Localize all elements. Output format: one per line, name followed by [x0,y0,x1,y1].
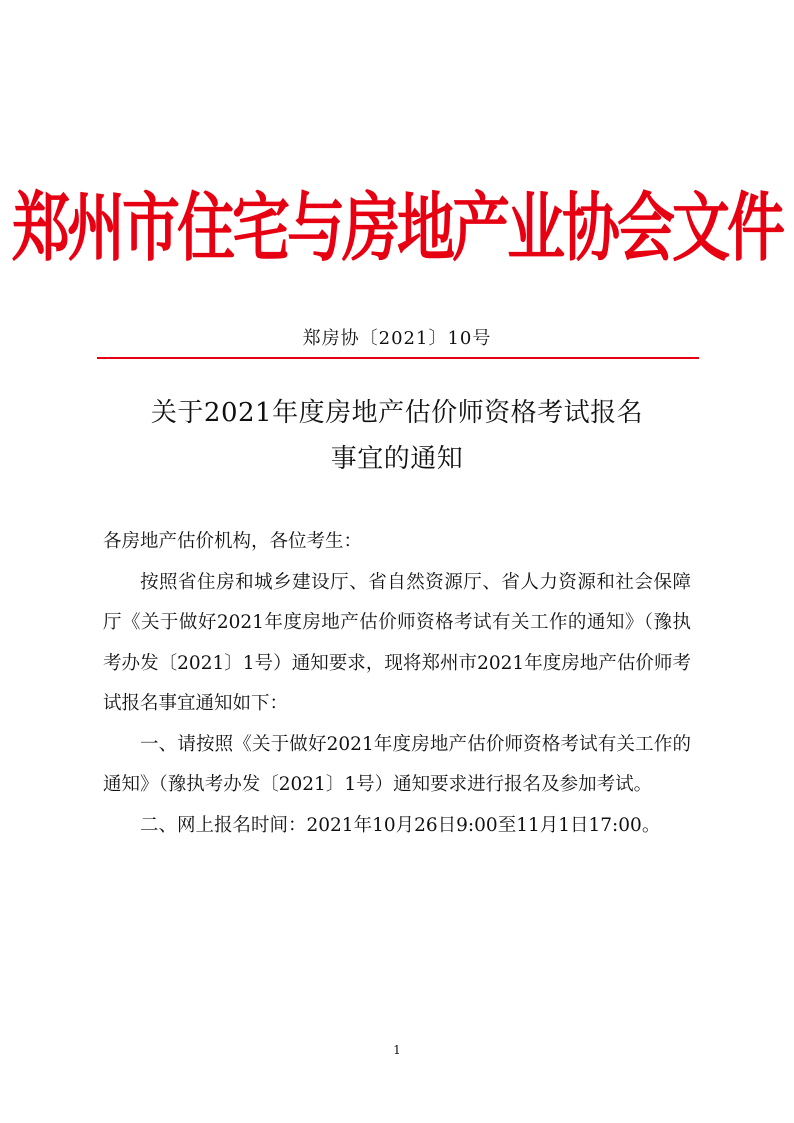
page-number: 1 [393,1043,401,1057]
notice-title-line-1: 关于2021年度房地产估价师资格考试报名 [150,398,644,428]
body-paragraph-item-1: 一、请按照《关于做好2021年度房地产估价师资格考试有关工作的通知》（豫执考办发〔2021〕1号）通知要求进行报名及参加考试。 [103,733,691,795]
body-paragraph-item-2: 二、网上报名时间：2021年10月26日9:00至11月1日17:00。 [140,814,661,836]
notice-title-line-2: 事宜的通知 [330,444,464,474]
notice-body [103,522,691,846]
document-header-title: 郑州市住宅与房地产业协会文件 [11,184,782,272]
salutation: 各房地产估价机构，各位考生： [103,531,363,552]
notice-title [100,390,694,482]
document-number: 郑房协〔2021〕10号 [302,328,492,349]
header-divider-line [97,357,699,359]
body-paragraph-intro: 按照省住房和城乡建设厅、省自然资源厅、省人力资源和社会保障厅《关于做好2021年度房地产估价师资格考试有关工作的通知》（豫执考办发〔2021〕1号）通知要求，现将郑州市2021年度房地产估价师考试报名事宜通知如下： [103,571,691,714]
